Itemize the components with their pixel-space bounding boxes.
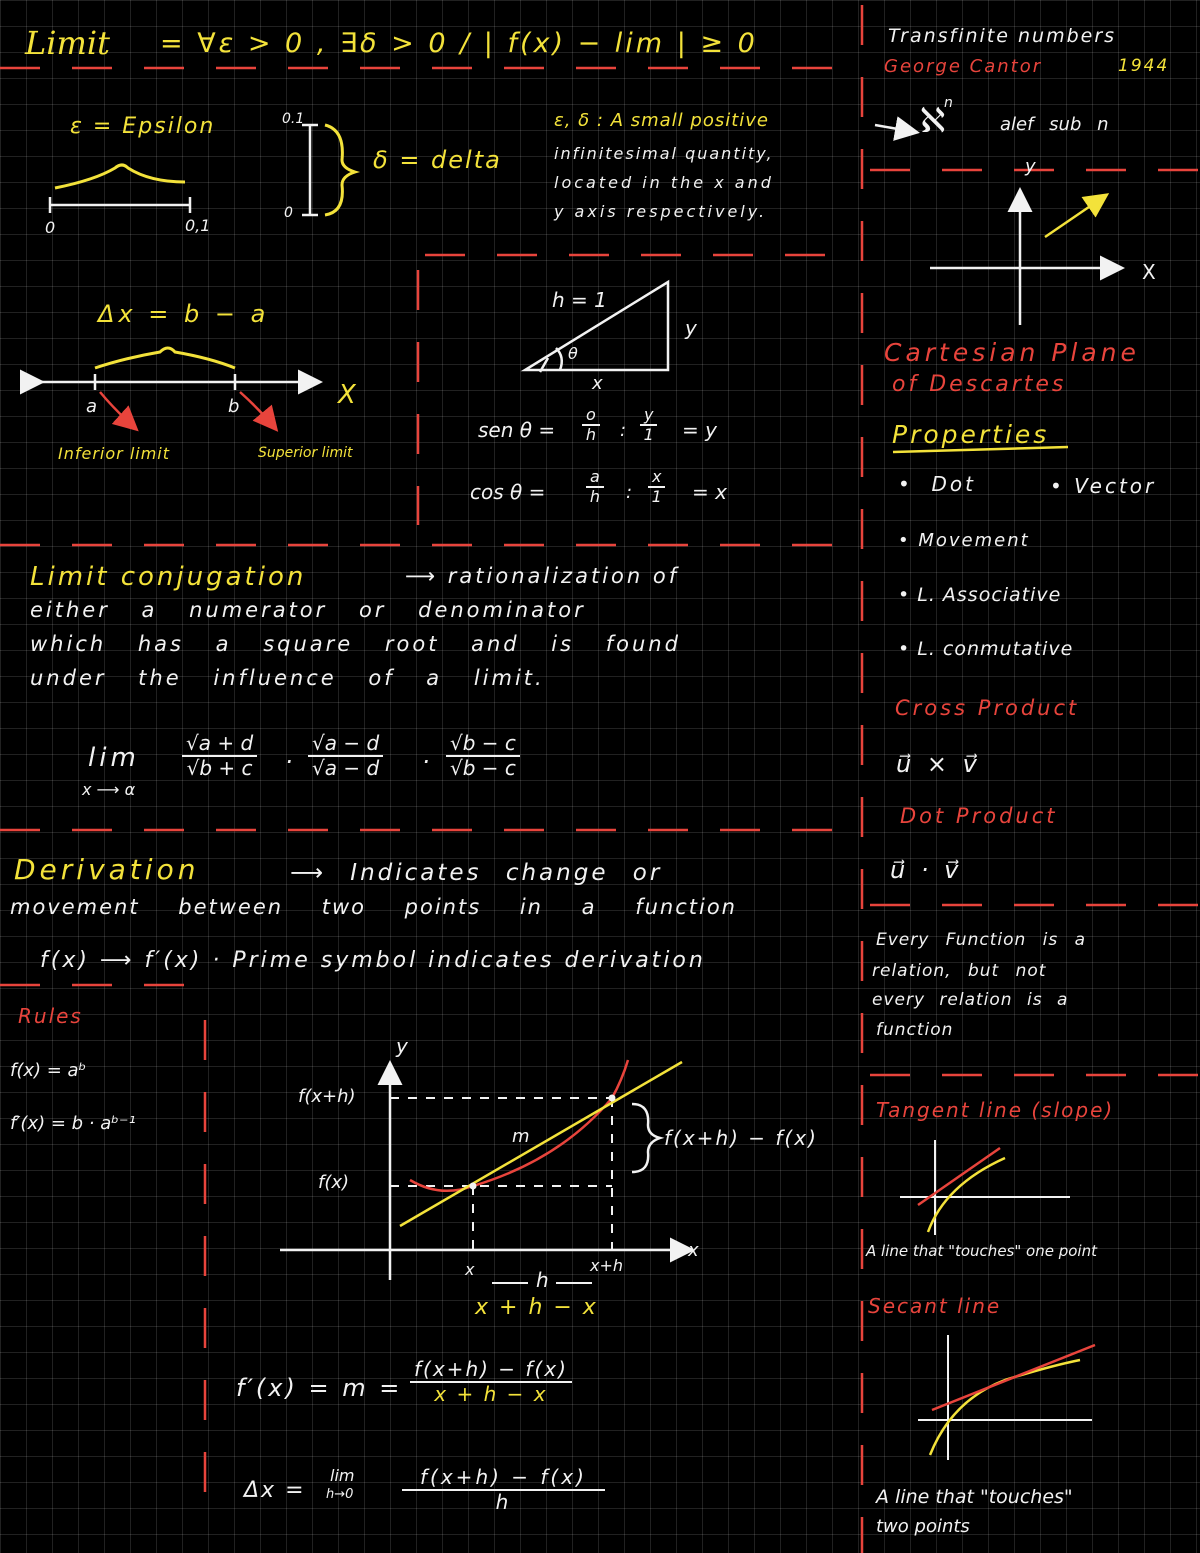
slope-lhs: f′(x) = m = — [236, 1374, 403, 1402]
delta-segment — [302, 125, 318, 215]
derivation-title: Derivation — [14, 853, 200, 886]
graph-xh-tick: x+h — [590, 1256, 624, 1275]
cos-rhs: = x — [692, 480, 727, 504]
cartesian-title: Cartesian Plane — [884, 338, 1140, 367]
delta-x-brace — [95, 348, 235, 368]
epsilon-brace — [55, 165, 185, 188]
delta-bottom: 0 — [284, 205, 293, 221]
transfinite-title: Transfinite numbers — [888, 25, 1117, 47]
eps-delta-note-3: located in the x and — [554, 173, 774, 192]
aleph-text: alef sub n — [1000, 114, 1109, 135]
prop-associative: • L. Associative — [898, 584, 1062, 606]
cos-num-2: x — [648, 468, 665, 488]
delta-brace — [325, 125, 355, 215]
delta-formula-lhs: Δx = — [244, 1478, 306, 1503]
secant-caption-2: two points — [876, 1516, 970, 1537]
graph-diff-label: f(x+h) − f(x) — [664, 1126, 818, 1150]
secant-caption-1: A line that "touches" — [876, 1486, 1073, 1508]
small-plane-x: X — [1142, 260, 1156, 284]
delta-formula-lim: lim — [330, 1466, 355, 1485]
cos-den-2: 1 — [651, 487, 662, 507]
derivation-line-2: movement between two points in a function — [10, 895, 737, 919]
conj-den-2: √a − d — [312, 756, 380, 780]
cross-product-title: Cross Product — [895, 696, 1080, 720]
graph-x-tick: x — [465, 1260, 475, 1279]
slope-numerator: f(x+h) − f(x) — [410, 1358, 572, 1383]
graph-fxh-label: f(x+h) — [298, 1086, 356, 1107]
conjugation-line-3: under the influence of a limit. — [30, 666, 545, 690]
prop-movement: • Movement — [898, 530, 1030, 551]
cos-num-1: a — [586, 468, 604, 488]
superior-limit-label: Superior limit — [258, 445, 353, 461]
inferior-limit-label: Inferior limit — [58, 444, 171, 463]
transfinite-year: 1944 — [1118, 56, 1170, 76]
delta-top: 0.1 — [282, 111, 305, 127]
prime-line: f(x) ⟶ f′(x) · Prime symbol indicates derivation — [40, 948, 706, 973]
triangle-hypotenuse-label: h = 1 — [552, 288, 607, 312]
conj-num-2: √a − d — [308, 732, 383, 757]
limit-definition: = ∀ε > 0 , ∃δ > 0 / | f(x) − lim | ≥ 0 — [160, 28, 758, 59]
conjugation-line-2: which has a square root and is found — [30, 632, 681, 656]
cross-product-formula: u⃗ × v⃗ — [896, 750, 981, 778]
cos-den-1: h — [589, 487, 600, 507]
sen-den-1: h — [585, 425, 596, 445]
conjugation-line-1: either a numerator or denominator — [30, 598, 586, 622]
number-line-axis-label: X — [338, 380, 356, 410]
limit-word: Limit — [25, 24, 110, 62]
aleph-symbol: ℵ — [920, 101, 946, 141]
epsilon-tick-end: 0,1 — [185, 216, 211, 235]
graph-fx-label: f(x) — [318, 1172, 350, 1193]
rule-1: f(x) = aᵇ — [10, 1060, 87, 1081]
graph-x-label: x — [688, 1240, 699, 1261]
conj-den-3: √b − c — [450, 756, 516, 780]
delta-label: δ = delta — [373, 146, 502, 174]
cartesian-subtitle: of Descartes — [892, 372, 1067, 397]
graph-m-label: m — [512, 1126, 530, 1147]
sen-num-2: y — [640, 406, 657, 426]
dot-product-title: Dot Product — [900, 804, 1058, 828]
delta-formula-lim-sub: h→0 — [326, 1487, 354, 1502]
slope-denominator: x + h − x — [434, 1382, 548, 1406]
small-cartesian-plane — [930, 192, 1120, 325]
conjugation-arrow-text: ⟶ rationalization of — [405, 564, 680, 588]
dot-product-formula: u⃗ · v⃗ — [890, 856, 963, 884]
properties-title: Properties — [892, 420, 1050, 449]
sen-lhs: sen θ = — [478, 418, 556, 442]
conj-den-1: √b + c — [186, 756, 253, 780]
epsilon-label: ε = Epsilon — [70, 114, 216, 139]
eps-delta-note-2: infinitesimal quantity, — [554, 144, 774, 163]
conj-dot-2: · — [422, 748, 430, 776]
triangle-opposite-label: y — [685, 316, 697, 340]
transfinite-author: George Cantor — [884, 56, 1043, 77]
tangent-graph — [900, 1140, 1070, 1235]
conj-lim: lim — [88, 743, 140, 773]
prop-dot: • Dot — [898, 472, 976, 496]
delta-x-label: Δx = b − a — [98, 300, 270, 328]
delta-formula-denominator: h — [495, 1490, 512, 1514]
small-plane-y: y — [1025, 156, 1036, 177]
prop-conmutative: • L. conmutative — [898, 638, 1074, 660]
function-note-4: function — [876, 1020, 954, 1040]
conj-dot-1: · — [285, 748, 293, 776]
secant-graph — [918, 1335, 1095, 1460]
eps-delta-note-1: ε, δ : A small positive — [554, 110, 769, 131]
conjugation-title: Limit conjugation — [30, 562, 307, 592]
epsilon-segment — [50, 197, 190, 213]
function-note-2: relation, but not — [872, 961, 1047, 981]
graph-y-label: y — [396, 1034, 408, 1058]
cos-lhs: cos θ = — [470, 480, 546, 504]
secant-title: Secant line — [868, 1294, 1002, 1318]
conj-num-3: √b − c — [446, 732, 520, 757]
tangent-title: Tangent line (slope) — [876, 1098, 1115, 1122]
triangle-adjacent-label: x — [592, 373, 603, 394]
point-a: a — [86, 396, 98, 417]
point-b: b — [228, 396, 240, 417]
theta-label: θ — [568, 344, 578, 363]
function-note-3: every relation is a — [872, 990, 1069, 1010]
tangent-caption: A line that "touches" one point — [866, 1242, 1097, 1260]
aleph-subscript: n — [944, 95, 953, 111]
sen-den-2: 1 — [643, 425, 654, 445]
eps-delta-note-4: y axis respectively. — [554, 202, 768, 221]
graph-h-label: h — [536, 1268, 549, 1292]
function-note-1: Every Function is a — [876, 930, 1087, 950]
conj-lim-sub: x ⟶ α — [82, 780, 136, 799]
sen-rhs: = y — [682, 418, 717, 442]
sen-num-1: o — [582, 406, 600, 426]
prop-vector: • Vector — [1050, 474, 1157, 498]
rule-2: f′(x) = b · aᵇ⁻¹ — [10, 1113, 136, 1134]
delta-formula-numerator: f(x+h) − f(x) — [402, 1466, 605, 1491]
rules-title: Rules — [18, 1004, 83, 1028]
derivation-arrow-text: ⟶ Indicates change or — [290, 860, 663, 886]
conj-num-1: √a + d — [182, 732, 257, 757]
epsilon-tick-start: 0 — [45, 218, 56, 237]
graph-xh-minus-x: x + h − x — [475, 1295, 598, 1320]
